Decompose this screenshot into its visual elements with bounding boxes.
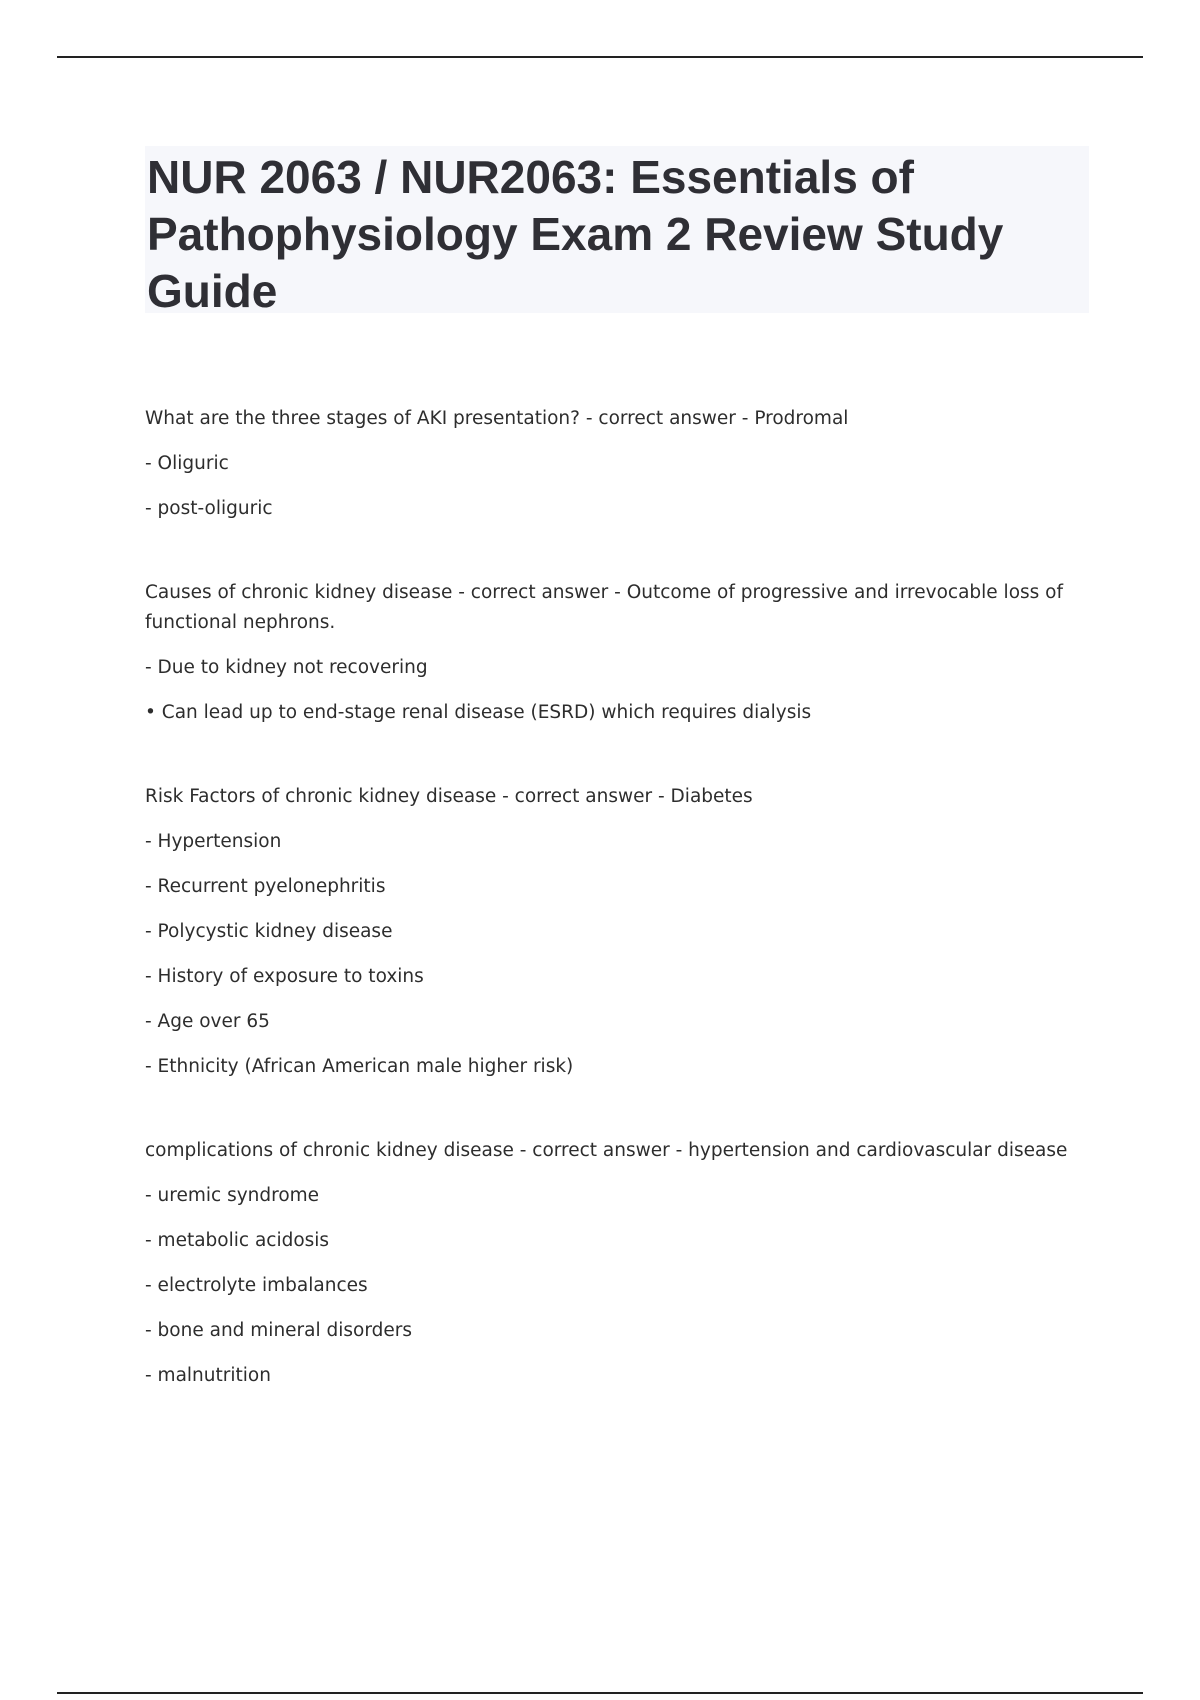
answer-item: - malnutrition [145, 1365, 271, 1386]
question-line: Causes of chronic kidney disease - correct answer - Outcome of progressive and irrevocable loss of functional nephrons. [145, 582, 1069, 633]
question-line: Risk Factors of chronic kidney disease - correct answer - Diabetes [145, 786, 753, 807]
qa-block-ckd-risk-factors [145, 782, 1095, 1082]
question-line: What are the three stages of AKI presentation? - correct answer - Prodromal [145, 408, 849, 429]
document-body [145, 404, 1095, 1445]
top-rule [57, 56, 1143, 58]
answer-item: - Recurrent pyelonephritis [145, 876, 386, 897]
answer-item: - Hypertension [145, 831, 282, 852]
bottom-rule [57, 1692, 1143, 1694]
title-block [145, 146, 1089, 317]
answer-item: - Age over 65 [145, 1011, 270, 1032]
answer-item: - Ethnicity (African American male higher risk) [145, 1056, 574, 1077]
answer-item: - Due to kidney not recovering [145, 657, 428, 678]
answer-item: - History of exposure to toxins [145, 966, 424, 987]
answer-item: - metabolic acidosis [145, 1230, 330, 1251]
question-line: complications of chronic kidney disease - correct answer - hypertension and cardiovascular disease [145, 1140, 1068, 1161]
answer-item: - post-oliguric [145, 498, 273, 519]
answer-item: - Oliguric [145, 453, 229, 474]
answer-item: • Can lead up to end-stage renal disease (ESRD) which requires dialysis [145, 702, 812, 723]
answer-item: - bone and mineral disorders [145, 1320, 413, 1341]
document-title: NUR 2063 / NUR2063: Essentials of Pathophysiology Exam 2 Review Study Guide [147, 151, 1004, 317]
answer-item: - uremic syndrome [145, 1185, 320, 1206]
qa-block-ckd-causes [145, 578, 1095, 728]
answer-item: - electrolyte imbalances [145, 1275, 368, 1296]
answer-item: - Polycystic kidney disease [145, 921, 393, 942]
qa-block-ckd-complications [145, 1136, 1095, 1391]
qa-block-aki-stages [145, 404, 1095, 524]
